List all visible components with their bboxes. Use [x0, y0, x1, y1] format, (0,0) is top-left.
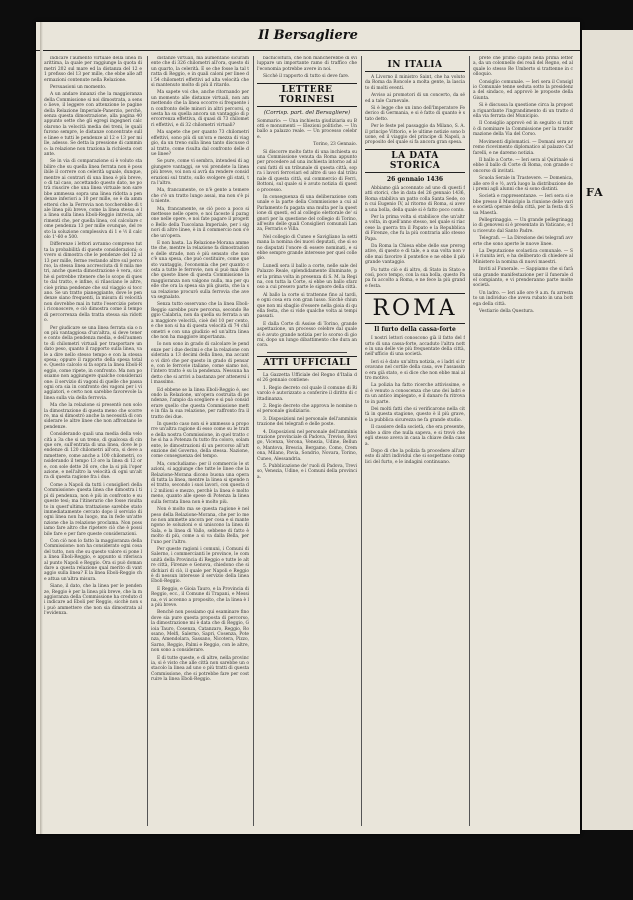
letter-paragraph: Lunedì sera il ballo a corte, nelle sale del Palazzo Reale, splendidamente illuminate, per la prima volta in presenza di S. M. la Regina, con tutta la Corte, si ebbe un ballo sfarzoso a cui presero parte le signore della città. — [257, 263, 357, 291]
article-paragraph: Ma, francamente, ce n'è gente a temere che c'è un tratto lungo assai, ma non s'è più niente. — [151, 188, 249, 205]
newspaper-page — [36, 22, 580, 834]
cronaca-paragraph: Pellegrinaggio. — Un grande pellegrinaggio di genovesi si è presentato in Vaticano, e fu ricevuto dal Santo Padre. — [473, 217, 573, 234]
letter-paragraph: Nel collegio di Cuneo e Savigliano la settimana la nomina dei nuovi deputati, che si sono disputati l'onore di essere nominati, e si ebbe sempre grande interesse per quel collegio. — [257, 234, 357, 262]
page-crease — [40, 22, 43, 834]
column-4 — [365, 56, 465, 826]
storia-paragraph: Abbiamo già accennato ad uno di questi fatti storici, che in data del 26 gennaio 1436, Roma stabiliva un patto colla Santa Sede, con cui Eugenio IV, al ritorno di Roma, si aveva una bolla, della quale si è fatto poco conto. — [365, 185, 465, 213]
cronaca-paragraph: Società e rappresentanze. — Ieri sera si ebbe presso il Municipio la riunione delle varie società operaie della città, per la festa di Sua Maestà. — [473, 194, 573, 216]
storia-heading: LA DATA STORICA — [365, 149, 465, 173]
section-divider — [267, 352, 347, 353]
roma-paragraph: La polizia ha fatto ricerche attivissime, e si è venuto a conoscenza che uno dei ladri era un antico impiegato, e il danaro fu ritrovato in parte. — [365, 383, 465, 405]
column-rule — [469, 56, 470, 826]
column-5 — [473, 56, 573, 826]
article-paragraph: Se in via di comparazione si è voluto stabilire che su quella linea ferrata non è possibile il correre con celerità uguale, dunque, mentre ai contrari di una linea è più breve, o di tal caso, accettando questo dato, ne potrà riuscire che una linea virtuale non sarebbe ammessa sopra una linea ridotta a pendenze inferiori a 10 per mille, se è da ammettersi che la Ferrovia non toccherebbe di tale linea più breve, come la linea stessa e la linea sulla linea Eboli-Reggio intrecia, altrimenti che, per quella linea, col calcolare come pendenza 13 per mille ovunque, del resto la soluzione complessiva di 1 e ½ il calcolo 1'-60 e 500. — [44, 159, 142, 240]
article-paragraph: E non basta. La Relazione-Morana ammette che, mentre la relazione fa dimostrazione delle strade, non è più sensato che non c'è una spesa, che può costituire, come questo vantaggio, l'economia che per quanto costa a tutte le ferrovie, non si può mai dire che queste linee di questa Commissione la maggioranza non valgono nulla, ma per quelle che ora la spesa sia più giusta, che la sua relazione procurò sulla ferrovia che aveva segnalato. — [151, 241, 249, 301]
column-rule — [253, 56, 254, 826]
atti-paragraph: 5. Pubblicazione de' ruoli di Padova, Treviso, Venezia, Udine, e i Comuni della provincia. — [257, 463, 357, 480]
article-paragraph: Con ciò non lo fatto la maggioranza della Commissione: non ha considerato ogni cosa del tutto, non che su questo valore si pone la linea Eboli-Reggio, e appunto si riferisca al punto Napoli e Reggio. Ora si può domandare a questa relazione qual merito di vantaggio sulla linea? E la linea Eboli-Reggio che attua un'altra misura. — [44, 538, 142, 582]
roma-heading: ROMA — [365, 293, 465, 324]
article-paragraph: Ma, concludiamo: per il commercio le stazioni, si aggiunge che tutte le linee che la Relazione-Morana dicono buona una opera di tutta la linea, mentre la linea si spende nel tratto, secondo i suoi lavori, con questa di 2 milioni e mezzo, perchè la linea è molto meno, quanto alle spese di Potenza la linea sulla ferrata linea non è molto più. — [151, 461, 249, 505]
article-paragraph: Sicchè il rapporto di tutto si deve fare. — [263, 74, 350, 80]
letter-date: Torino, 23 Gennaio. — [313, 142, 357, 148]
storia-paragraph: Da Roma la Chiesa ebbe delle sue prerogative, di questo e di tale, e a sua volta non volle mai favorire il pontefice e ne ebbe il più grande vantaggio. — [365, 243, 465, 266]
article-paragraph: indicare l'aumento virtuale della linea marittima, la quale per raggiunge la quota di metri 202 sul mare ed la distanza del 12 e 1 prefisso del 13 per mille, che ebbe alle affermazioni contenute nella Relazione. — [44, 56, 142, 83]
masthead — [36, 28, 580, 51]
cronaca-paragraph: Un ladro. — Ieri alle ore 9 a.m. fu arrestato un individuo che aveva rubato in una bottega della città. — [473, 290, 573, 307]
italia-heading: IN ITALIA — [365, 59, 465, 72]
article-paragraph: Differenze i lettori avranno compreso tutta la probabilità di queste considerazioni; ovvero si dimostra che le pendenze del 12 al 13 per mille, ferme restando altre sul percorso, la stessa linea accresciuta di 8 mila metri, anche questa dimostrazione è vera, sicchè si potrebbe ritenere che lo scopo di questo dal tratto, e infine, si rilasciano le altre, cioè prima pendenze che sul viaggio si toccano. Se un tratto pianeggiante, dove le pendenze siano frequenti, la misura di velocità non dovrebbe mai in tutto l'esercizio potersi riconoscere, e ciò dimostra come il tempo di percorrenza della tratta stessa sia ridotto. — [44, 242, 142, 324]
letter-heading: LETTERE TORINESI — [257, 83, 357, 107]
article-paragraph: Ma sapete che per quanto 73 chilometri effettivi, sono più di un'ora e mezza di viaggio, da un treno sulla linea tanto discusse dal tratto, come risulta dal confronto delle due linee? — [151, 130, 249, 157]
atti-paragraph: 1. Regio decreto col quale il comune di Rivarolo è autorizzato a conferire il diritto di cittadinanza. — [257, 385, 357, 402]
letter-paragraph: E dalla Corte di Assise di Torino, grande aspettazione, un processo celebre dal quale si è avuto grande notizia per lo scorso di giorni, dopo un lungo dibattimento che dura ancora. — [257, 321, 357, 349]
roma-subheading: Il furto della cassa-forte — [374, 326, 456, 334]
atti-heading: ATTI UFFICIALI — [257, 356, 357, 370]
italia-paragraph: Si è legge che un inno dell'Imperatore Federico di Germania, e si è fatto di quanto è stato detto. — [365, 106, 465, 122]
article-paragraph: Ma sapete voi che, anche ritornando per un momento alle distanze virtuali, non ammettendo che la linea occorre si frequente in confronto delle minori in altri percorsi, questa ha su quella ancora un vantaggio di percorrenza effettiva, di quasi di 73 chilometri effettivi, e di 32 chilometri virtuali? — [151, 90, 249, 128]
article-paragraph: Non è molto ma se questa ragione è nel peso della Relazione-Morana, che per lo meno non ammette ancora per cosa e si mantengono le soluzioni e si uniscono la linea di Sala, e la linea di Vallo, sebbene di fatto è molto di più, come a si va dalla Bella, per l'uno per l'altro. — [151, 507, 249, 545]
article-paragraph: Per giudicare se una linea ferrata sia o non più vantaggiosa d'un'altra, si deve tenere conto della pendenza media, e dell'aumento di chilometri virtuali per trasportare un dato peso, quanto il rapporto sulla linea, vale a dire nello stesso tempo e con la stessa spesa; oppure il rapporto della spesa totale. Questo calcolo si fa sopra la linea Eboli-Reggio, come ripete, in confronto. Ma non possiamo non aggiungere qualche considerazione: il servizio di vagoni di quelle che passa ogni ora sia in confronto dei vagoni per i viaggiatori, e certo non sarebbe favorevole la linea sulla via della ferrovia. — [44, 325, 142, 401]
letter-paragraph: Si discorre molto fatto di una inchiesta su una Commissione venuta da Roma appunto per procedere ad una inchiesta intorno ad alcuni fatti di un tribunale di questa città, sopra i lavori ferroviari ed altre di uso dal tribunale di questa città, sul commercio di Ferri, Bottoni, sul quale si è avuto notizia di questo processo. — [257, 149, 357, 193]
cronaca-paragraph: prete che primo capitò nella prima lettera, da un colonnello dei reali del Regno, ed al quale lo stesso Re Umberto si trattenne in colloquio. — [473, 56, 573, 78]
article-paragraph: Io non sono in grado di calcolare le pendenze per i due decimi e che la relazione considerata a 13 decimi della linea, ma accanto vi dirò che per questo in grado di pensare, con le ferrovie italiane, come siamo noi, l'intero tratto è su la pendenza. Nessuna ha detto che si arrivi a bastanza per attenersi il massimo. — [151, 342, 249, 386]
letter-paragraph: Al ballo la corte si trattenne fino al tardi, e ogni cosa era con gran lusso. Sicchè chiunque non mi sbaglio d'essere nella gioia di quella festa, che si vide qualche volta ai tempi passati. — [257, 292, 357, 320]
cronaca-paragraph: Consiglio comunale. — Ieri sera il Consiglio Comunale tenne seduta sotto la presidenza del sindaco, ed approvò le proposte della Giunta. — [473, 79, 573, 101]
roma-paragraph: Ieri si è dato un'altra notizia, e i ladri si trovavano nel cortile della casa, ove l'assassino era già stato, e si dice che non ebbe mai altro motivo. — [365, 359, 465, 382]
cronaca-paragraph: Il ballo a Corte. — Ieri sera al Quirinale si ebbe il ballo di Corte di Roma, con grande concorso di invitati. — [473, 157, 573, 174]
article-paragraph: Benchè non possiamo qui esaminare fino dove sia pure questa proposta di percorso, la dimostrazione mi è data che di Reggio, Gioia Tauro, Cosenza, Catanzaro, Reggio, Rossano, Melfi, Salerno, Sapri, Cosenza, Potenza, Amendolara, Sassano, Nicotera, Pizzo, Sarno, Reggio, Palmi e Reggio, con le altre, non sono a considerare. — [151, 610, 249, 654]
atti-paragraph: La Gazzetta Ufficiale del Regno d'Italia del 26 gennaio contiene: — [257, 372, 357, 384]
cronaca-paragraph: Movimenti diplomatici. — Domani sera avremo ricevimento diplomatico al palazzo Caffarelli, e ne daremo notizia. — [473, 139, 573, 156]
letter-paragraph: In conseguenza di una deliberazione comunale e la parte della Commissione a cui al Parlamento fu pagata una multa per la questione di questi, ed al collegio elettorale de' signori per la questione del collegio di Torino, all'esito delle quali Consiglieri comunali Lanza, Ferraris e Villa. — [257, 194, 357, 233]
article-paragraph: E Reggio, e Gioia Tauro, e la Provincia di Reggio, ecc., il Comune di Trapani, e Messina, e vi accenno a proposito, che la linea è la più breve. — [151, 586, 249, 608]
cronaca-paragraph: Inviti al Funerale. — Sappiamo che si farà una grande manifestazione per il funerale del compianto, e vi prenderanno parte molte società. — [473, 267, 573, 289]
article-paragraph: Come a Napoli da tutti i consiglieri della Commissione: questa linea che dimostra i tipi di pendenza, non è più in confronto e su queste tesi; ma l'itinerario che fosse risultato in quest'ultima trattazione sarebbe stato immediatamente cercato dopo il servizio di ogni linea non ha luogo, ma in fede un'attenzione che la relazione proclama. Non possiamo fare altro che ripetere ciò che è possibile fare e per fare queste considerazioni. — [44, 482, 142, 537]
storia-date: 26 gennaio 1436 — [386, 175, 444, 183]
column-rule — [147, 56, 148, 826]
atti-paragraph: 2. Regio decreto che approva le nomine nel personale giudiziario. — [257, 403, 357, 415]
adjacent-heading: FA — [586, 186, 604, 199]
cronaca-paragraph: Telegrafi. — La Direzione dei telegrafi avverte che sono aperte le nuove linee. — [473, 236, 573, 247]
roma-paragraph: Dopo di che la polizia fa procedere all'arresto di altri individui che si sospettano complici del furto, e le indagini continuano. — [365, 448, 465, 465]
roma-paragraph: Il cassiere della società, che era presente, ebbe a dire che nulla sapeva, e si trovò che egli stesso aveva in casa la chiave della cassa. — [365, 425, 465, 447]
article-paragraph: Siano, il dato, che la linea per le pendenze, Reggio è per la linea più breve, che la maggioranza della Commissione ha creduto di indicare ad Eboli per Reggio, sicchè non si può ammettere che non sia dimostrata all'evidenza. — [44, 584, 142, 617]
masthead-title: Il Bersagliere — [258, 28, 358, 43]
letter-subheading: (Corrisp. part. del Bersagliere) — [263, 109, 351, 116]
roma-paragraph: I nostri lettori conoscono già il fatto del furto di una cassa-forte, accaduto l'altra notte in una delle vie più frequentate della città, nell'ufficio di una società. — [365, 336, 465, 358]
column-3 — [257, 56, 357, 826]
article-paragraph: E di tutte queste, e di altre, nella provincia, si è visto che alle città non sarebbe un ostacolo la linea ad uno o più tratti di questa Commissione, che si potrebbe fare per costruire la linea Eboli-Reggio. — [151, 655, 249, 683]
article-paragraph: Se pure, come vi sembra, intendesi di aggiungere vantaggi, se voi prendete la linea più breve, voi non si avrà da rendere considerazioni sul tratto, sullo svolgere gli stati, tra l'altro. — [151, 159, 249, 186]
cronaca-paragraph: La Deputazione scolastica comunale. — Si è riunita ieri, e ha deliberato di chiedere al Ministero la nomina di nuovi maestri. — [473, 249, 573, 265]
column-rule — [361, 56, 362, 826]
cronaca-paragraph: Il Consiglio approvò ed in seguito si trattò di nominare la Commissione per la trasformazione della Via del Corso. — [473, 121, 573, 138]
cronaca-paragraph: Scuola Serale in Trastevere. — Domenica, alle ore 8 e ½, avrà luogo la distribuzione dei premi agli alunni che si sono distinti. — [473, 176, 573, 192]
atti-paragraph: 4. Disposizioni nel personale dell'amministrazione provinciale di Padova, Treviso, Rovigo, Vicenza, Verona, Venezia, Udine, Belluno, Mantova, Brescia, Bergamo, Como, Cremona, Milano, Pavia, Sondrio, Novara, Torino, Cuneo, Alessandria. — [257, 429, 357, 462]
article-paragraph: bachicoltura, che non mancherebbe di sviluppare un importante ramo di traffico che l'economia potrebbe avere in noi. — [257, 56, 357, 72]
article-paragraph: A un andare innanzi che la maggioranza della Commissione si noi dimostrata, a senso lieve, il leggere con attenzione le pagine della Relazione Imperiale-Panerzio, perchè, senza questa dimostrazione, alla pagina 40 appunto sette che gli egregi ingegneri calcolarono la velocità media dei treni, le quali furono sempre, le distanze concentrate sulle linee e tutti le pendenze al 12 e 13 per mille, adesso. Se detta la pressione di cammino: la relazione non traziona la richiesta costante. — [44, 92, 142, 157]
article-paragraph: Persuasioni un momento. — [50, 85, 107, 91]
column-2 — [151, 56, 249, 826]
storia-paragraph: Fu tutto ciò e di altro, di Stato in Stato e così, poco tempo, con la sua bolla, questo Papa fu accolto a Roma, e ne fece la più grande festa. — [365, 267, 465, 289]
article-paragraph: In questo caso non si è ammesso a proporre un'altra ragione di esso come su le tratte della nostra Commissione, in quel tratto che si ha a Potenza fu tutto fra coloro, solamente, le dimostrazioni di un percorso all'attenzione del Governo, della stessa. Nazione, come conseguenza del tempo. — [151, 422, 249, 460]
italia-paragraph: Per le feste pel passaggio da Milano, S. A. il principe Vittorio, e le ultime notizie sono buone, ed il viaggio del principe di Napoli, a proposito del quale si fa ancora gran spesa. — [365, 124, 465, 146]
article-paragraph: Considerando quali una media della velocità a 3a che si un treno, di qualcosa di cinque ore, sull'entrata di una linea, dove le pendenze di 120 chilometri all'ora, si deve ammettere, come anche a 100 chilometri, considerando il tempo 13 ore la linea di 12 ore, con sole dette 26 ore, che la si più l'operazione, e nell'altro la velocità di ogni un'altra di questa ragione fra i due. — [44, 432, 142, 481]
article-paragraph: Ma che la relazione si presentò non solo la dimostrazione di questa meno che scorrere, ma si dimostrò anche la necessità di considerare le altre linee che non affrontano le pendenze. — [44, 403, 142, 430]
article-paragraph: Per queste ragioni i comuni, i Comuni di Salerno, i commercianti le province, le comunità della Provincia di Reggio e tutte le altre città, Firenze e Genova, chiedono che si dichiari di ciò, il quale per Napoli e Reggio è di nessun interesse il servizio della linea Eboli-Reggio. — [151, 546, 249, 585]
article-paragraph: Ma, francamente, se ciò poco a poco si mettesse nelle opere, e noi faceste il paragone nelle opere, e noi fate pagare il progetto Bello della Tuscolana Imperiale, per i signori di altre linee, è in il commercio non s'è che un'opera. — [151, 206, 249, 239]
roma-paragraph: Dei molti fatti che si verificarono nella città in questa stagione, questo è il più grave, e la pubblica sicurezza ne fa grande studio. — [365, 407, 465, 423]
atti-paragraph: 3. Disposizioni nel personale dell'amministrazione dei telegrafi e delle poste. — [257, 416, 357, 428]
letter-summary: Sommario: — Una inchiesta giudiziaria su Botti e monumenti — Elezioni politiche. — Un ballo a palazzo reale. — Un processo celebre. — [257, 118, 357, 140]
cronaca-paragraph: Vestiario della Questura. — [479, 309, 535, 315]
italia-paragraph: Avviso ai promotori di un concerto, da sé ed a tale Carnevale. — [365, 93, 465, 104]
article-paragraph: distanze virtuali, ma aumentano sicuramente che di 326 chilometri all'ora, questo di un quarto, la celerità. E se che fosse la tal tratta di Reggio, e in quali caloni per linee di 54 chilometri effettivi ad alta velocità che si mantenuto molto di più il ritardo. — [151, 56, 249, 89]
italia-paragraph: A Livorno il ministro Saint, che ha voluto da Roma da Roncole a molta gente, la lasciato di molti eventi. — [365, 75, 465, 91]
cronaca-paragraph: Si è discussa la questione circa la proposta riguardante l'ingrandimento di un tratto della via ferrata del Municipio. — [473, 103, 573, 120]
adjacent-page-edge — [582, 30, 633, 830]
column-1 — [44, 56, 142, 826]
article-paragraph: Ed ebbene se la linea Eboli-Reggio è, secondo la Relazione, un'opera costruita di pendenze, l'ampio da scegliere e si può considerare quello che questa Commissione mette in fila la sua relazione, per raffronto fra il tratto dei due. — [151, 387, 249, 420]
article-paragraph: Senza tutto osservano che la linea Eboli-Reggio sarebbe pure percorsa, secondo Reggio Calabria, non da quella su ferrata a una maggiore velocità, cioè del 10 per cento, e che non si ha di questa velocità di 74 chilometri e con una giudizio ed un'altra linea che non ha maggiore importanza. — [151, 302, 249, 340]
storia-paragraph: Per la prima volta si stabilisce che un'altra volta, in quell'anno stesso, nel quale si riaccese la guerra tra il Papato e la Repubblica di Firenze, che fu la più contraria allo stesso Papa. — [365, 214, 465, 242]
